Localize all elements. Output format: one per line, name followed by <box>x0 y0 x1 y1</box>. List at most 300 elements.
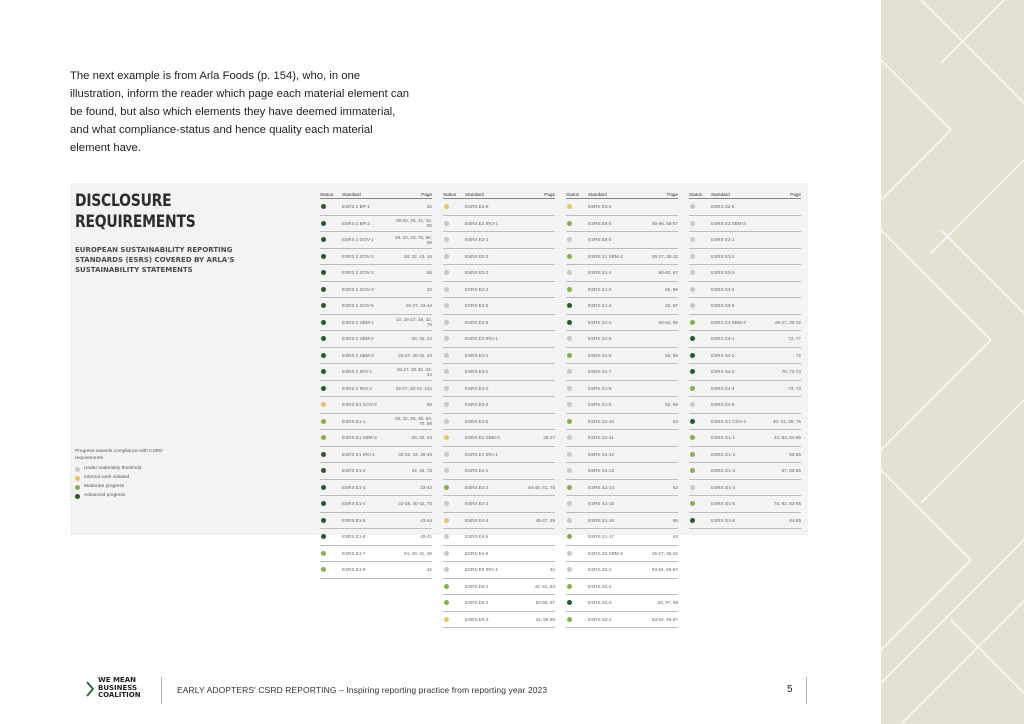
standard-code: ESRS E5-3 <box>465 616 489 622</box>
page-reference: 75, 83, 83-85 <box>773 501 801 507</box>
status-dot-icon <box>567 254 572 259</box>
standard-code: ESRS E1-1 <box>342 418 366 424</box>
table-row <box>443 348 555 365</box>
standard-code: ESRS S1-12 <box>588 451 615 457</box>
page-reference: 86 <box>426 270 432 276</box>
status-dot-icon <box>75 476 80 481</box>
figure-subtitle: EUROPEAN SUSTAINABILITY REPORTING STANDARDS (ESRS) COVERED BY ARLA'S SUSTAINABILITY STATEMENTS <box>75 246 235 274</box>
page-reference: 34, 55-56 <box>535 616 555 622</box>
page-reference: 53-55, 57 <box>535 600 555 606</box>
page-reference: 63 <box>672 418 678 424</box>
standard-code: ESRS E1 SBM-3 <box>342 435 377 441</box>
page-reference: 57, 83-85 <box>781 468 801 474</box>
standard-code: ESRS E2-4 <box>465 286 489 292</box>
status-dot-icon <box>444 501 449 506</box>
standard-code: ESRS E1-4 <box>342 501 366 507</box>
page-reference: 63 <box>672 534 678 540</box>
table-row <box>320 249 432 266</box>
standard-code: ESRS S3-1 <box>711 237 735 243</box>
status-dot-icon <box>444 402 449 407</box>
page-reference: 33-42 <box>420 484 432 490</box>
standard-code: ESRS S1 SBM-3 <box>588 253 623 259</box>
page-reference: 39-33, 40, 41, 43, 50 <box>395 218 432 229</box>
standard-code: ESRS 2 IRO-2 <box>342 385 372 391</box>
standard-code: ESRS E4-3 <box>465 501 489 507</box>
standard-code: ESRS S1-13 <box>588 468 615 474</box>
status-dot-icon <box>321 237 326 242</box>
table-row <box>443 480 555 497</box>
standard-code: ESRS S1-2 <box>588 286 612 292</box>
standard-code: ESRS E4-5 <box>465 534 489 540</box>
table-header <box>443 192 555 199</box>
standard-code: ESRS S1-9 <box>588 402 612 408</box>
page-reference: 63, 67, 69 <box>657 600 678 606</box>
page-reference: 32 <box>426 286 432 292</box>
table-row <box>566 331 678 348</box>
status-dot-icon <box>321 485 326 490</box>
page-reference: 10, 26-27, 29, 32, 75 <box>395 317 432 328</box>
status-dot-icon <box>444 353 449 358</box>
standard-code: ESRS S4 SBM-3 <box>711 319 746 325</box>
standard-code: ESRS 2 GOV-3 <box>342 270 374 276</box>
status-dot-icon <box>444 204 449 209</box>
status-dot-icon <box>567 419 572 424</box>
table-row <box>443 546 555 563</box>
page-reference: 29, 42, 43, 75, 88, 86 <box>394 234 432 245</box>
table-row <box>566 496 678 513</box>
standard-code: ESRS S2-5 <box>711 204 735 210</box>
status-dot-icon <box>321 270 326 275</box>
table-row <box>689 480 801 497</box>
page-reference: 55-56, 56-57 <box>651 220 678 226</box>
standard-code: ESRS G1-4 <box>711 484 735 490</box>
table-row <box>689 463 801 480</box>
standard-code: ESRS S3 SBM-3 <box>711 220 746 226</box>
header-status: Status <box>443 192 457 197</box>
status-dot-icon <box>567 270 572 275</box>
page-reference: 42 <box>426 567 432 573</box>
standard-code: ESRS S2 SBM-3 <box>588 550 623 556</box>
status-dot-icon <box>567 336 572 341</box>
table-row <box>566 463 678 480</box>
status-dot-icon <box>444 534 449 539</box>
standard-code: ESRS E5-1 <box>465 583 489 589</box>
header-standard: Standard <box>342 192 361 197</box>
status-dot-icon <box>567 501 572 506</box>
legend-label: Under materiality threshold <box>84 466 142 472</box>
page-reference: 42, 51, 53 <box>534 583 555 589</box>
page-reference: 32 <box>549 567 555 573</box>
status-dot-icon <box>444 485 449 490</box>
table-row <box>689 298 801 315</box>
table-row <box>320 216 432 233</box>
status-dot-icon <box>321 468 326 473</box>
chevron-pattern <box>881 0 1024 724</box>
legend-item <box>75 483 170 492</box>
standard-code: ESRS E3 IRO-1 <box>465 336 498 342</box>
page-reference: 26-27, 30-32, 43-44 <box>396 366 432 377</box>
status-dot-icon <box>75 485 80 490</box>
status-dot-icon <box>690 435 695 440</box>
status-dot-icon <box>567 287 572 292</box>
standard-code: ESRS S4-2 <box>711 352 735 358</box>
table-row <box>443 249 555 266</box>
status-dot-icon <box>321 419 326 424</box>
status-dot-icon <box>690 369 695 374</box>
standard-code: ESRS E4-4 <box>465 517 489 523</box>
table-row <box>443 331 555 348</box>
status-dot-icon <box>321 353 326 358</box>
table-row <box>566 315 678 332</box>
logo-line3: COALITION <box>98 691 141 699</box>
standard-code: ESRS S1-5 <box>588 336 612 342</box>
status-dot-icon <box>444 468 449 473</box>
status-dot-icon <box>567 386 572 391</box>
status-dot-icon <box>321 386 326 391</box>
page-reference: 66 <box>672 517 678 523</box>
figure-title <box>75 191 239 233</box>
status-dot-icon <box>444 287 449 292</box>
page-reference: 63, 66 <box>665 402 678 408</box>
status-dot-icon <box>444 600 449 605</box>
table-header <box>566 192 678 199</box>
legend-item <box>75 492 170 501</box>
status-dot-icon <box>567 369 572 374</box>
status-dot-icon <box>444 584 449 589</box>
table-row <box>320 348 432 365</box>
table-row <box>566 562 678 579</box>
status-dot-icon <box>690 336 695 341</box>
status-dot-icon <box>567 221 572 226</box>
we-mean-business-logo <box>98 677 141 700</box>
page-reference: 60, 66 <box>665 286 678 292</box>
standards-table-column <box>320 192 432 579</box>
status-dot-icon <box>321 369 326 374</box>
status-dot-icon <box>321 254 326 259</box>
table-row <box>689 397 801 414</box>
header-status: Status <box>566 192 580 197</box>
standard-code: ESRS 2 BP-1 <box>342 204 370 210</box>
page-reference: 60-63, 67 <box>658 270 678 276</box>
table-row <box>443 447 555 464</box>
table-row <box>320 282 432 299</box>
table-row <box>566 447 678 464</box>
status-dot-icon <box>567 617 572 622</box>
status-dot-icon <box>444 518 449 523</box>
status-dot-icon <box>444 386 449 391</box>
table-row <box>566 364 678 381</box>
table-row <box>689 381 801 398</box>
standard-code: ESRS S4-1 <box>711 336 735 342</box>
page-reference: 84-85 <box>789 517 801 523</box>
standard-code: ESRS E5 IRO-1 <box>465 567 498 573</box>
page-reference: 63-64, 66-67 <box>651 567 678 573</box>
status-dot-icon <box>444 336 449 341</box>
status-dot-icon <box>567 452 572 457</box>
table-row <box>443 595 555 612</box>
status-dot-icon <box>567 600 572 605</box>
standard-code: ESRS G1-6 <box>711 517 735 523</box>
standard-code: ESRS S3-2 <box>711 253 735 259</box>
table-row <box>689 216 801 233</box>
standard-code: ESRS E1-9 <box>465 204 489 210</box>
standard-code: ESRS S3-4 <box>711 286 735 292</box>
standards-table-column <box>566 192 678 628</box>
coalition-logo-icon <box>86 680 96 698</box>
status-dot-icon <box>321 336 326 341</box>
standard-code: ESRS S1-1 <box>588 270 612 276</box>
page-reference: 63-64, 66-67 <box>651 616 678 622</box>
table-row <box>320 496 432 513</box>
status-dot-icon <box>444 369 449 374</box>
table-row <box>320 447 432 464</box>
page-reference: 53, 66 <box>665 352 678 358</box>
page-reference: 43-44 <box>420 517 432 523</box>
standard-code: ESRS E1-5 <box>342 517 366 523</box>
table-row <box>566 265 678 282</box>
status-dot-icon <box>75 494 80 499</box>
standard-code: ESRS E1-7 <box>342 550 366 556</box>
page-reference: 45-47, 49 <box>535 517 555 523</box>
standard-code: ESRS E4-2 <box>465 484 489 490</box>
header-status: Status <box>320 192 334 197</box>
table-row <box>320 199 432 216</box>
status-dot-icon <box>567 204 572 209</box>
page-reference: 30-32, 34, 45-46 <box>398 451 432 457</box>
page-reference: 29, 32, 35, 45, 52, 70, 88 <box>394 416 432 427</box>
status-dot-icon <box>690 221 695 226</box>
standard-code: ESRS E1-6 <box>342 534 366 540</box>
standard-code: ESRS G1-2 <box>711 451 735 457</box>
standard-code: ESRS E3-1 <box>465 352 489 358</box>
page-reference: 72 <box>795 352 801 358</box>
status-dot-icon <box>567 534 572 539</box>
table-row <box>443 612 555 629</box>
table-row <box>320 298 432 315</box>
standard-code: ESRS S1-11 <box>588 435 614 441</box>
table-row <box>320 513 432 530</box>
standard-code: ESRS E5-2 <box>465 600 489 606</box>
standard-code: ESRS E2-3 <box>465 270 489 276</box>
legend-label: Advanced progress <box>84 493 126 499</box>
standard-code: ESRS E4-1 <box>465 468 489 474</box>
table-row <box>443 513 555 530</box>
table-row <box>566 381 678 398</box>
table-row <box>320 562 432 579</box>
status-dot-icon <box>75 467 80 472</box>
table-row <box>320 331 432 348</box>
table-row <box>443 529 555 546</box>
table-row <box>689 348 801 365</box>
standard-code: ESRS E1-3 <box>342 484 366 490</box>
table-row <box>689 513 801 530</box>
page-reference: 26-27, 30-32, 154 <box>395 385 432 391</box>
status-dot-icon <box>690 254 695 259</box>
status-dot-icon <box>321 435 326 440</box>
intro-paragraph: The next example is from Arla Foods (p. 154), who, in one illustration, inform the reader which page each material element can be found, but also which elements they have deemed immaterial, and what compliance-status and hence quality each material element have. <box>70 70 410 154</box>
standard-code: ESRS E2-6 <box>465 319 489 325</box>
status-dot-icon <box>321 551 326 556</box>
standard-code: ESRS 2 SBM-1 <box>342 319 374 325</box>
page-reference: 73, 73 <box>788 385 801 391</box>
header-page: Page <box>421 192 432 197</box>
table-row <box>689 315 801 332</box>
footer-divider-right <box>806 677 807 704</box>
page-reference: 34, 40, 41, 46 <box>403 550 432 556</box>
table-row <box>320 480 432 497</box>
header-standard: Standard <box>465 192 484 197</box>
logo-line1: WE MEAN <box>98 676 136 684</box>
status-dot-icon <box>444 221 449 226</box>
decorative-side-panel <box>881 0 1024 724</box>
standard-code: ESRS 2 SBM-3 <box>342 352 374 358</box>
table-row <box>443 265 555 282</box>
table-row <box>566 298 678 315</box>
status-dot-icon <box>690 485 695 490</box>
status-dot-icon <box>690 303 695 308</box>
legend-label: Internal work initiated <box>84 475 130 481</box>
status-dot-icon <box>690 518 695 523</box>
table-row <box>443 397 555 414</box>
page-reference: 70, 72-73 <box>781 369 801 375</box>
table-row <box>566 612 678 629</box>
table-row <box>689 447 801 464</box>
status-dot-icon <box>567 320 572 325</box>
status-dot-icon <box>567 468 572 473</box>
status-dot-icon <box>567 567 572 572</box>
page-reference: 60-63, 65 <box>658 319 678 325</box>
standard-code: ESRS S1-16 <box>588 517 615 523</box>
table-row <box>320 529 432 546</box>
page-reference: 26-27, 30-32, 43 <box>398 352 432 358</box>
status-dot-icon <box>567 303 572 308</box>
standard-code: ESRS E1 IRO-1 <box>342 451 375 457</box>
standard-code: ESRS E5-5 <box>588 220 612 226</box>
standard-code: ESRS S4-3 <box>711 369 735 375</box>
status-dot-icon <box>690 237 695 242</box>
status-dot-icon <box>567 435 572 440</box>
table-row <box>689 199 801 216</box>
table-header <box>320 192 432 199</box>
header-standard: Standard <box>588 192 607 197</box>
standard-code: ESRS G1-3 <box>711 468 735 474</box>
table-row <box>689 331 801 348</box>
page-reference: 86 <box>426 402 432 408</box>
standard-code: ESRS 2 BP-2 <box>342 220 370 226</box>
table-row <box>689 496 801 513</box>
table-row <box>689 430 801 447</box>
standard-code: ESRS E1 GOV-3 <box>342 402 377 408</box>
legend-title: Progress towards compliance with CSRD requirements <box>75 449 163 461</box>
status-dot-icon <box>321 534 326 539</box>
status-dot-icon <box>321 567 326 572</box>
table-row <box>566 397 678 414</box>
page-reference: 33-38, 40-42, 75 <box>398 501 432 507</box>
status-dot-icon <box>444 419 449 424</box>
table-row <box>320 364 432 381</box>
standard-code: ESRS S1-14 <box>588 484 615 490</box>
table-row <box>443 430 555 447</box>
footer-text: EARLY ADOPTERS' CSRD REPORTING – Inspiring reporting practice from reporting year 2023 <box>177 685 548 695</box>
table-row <box>689 249 801 266</box>
table-row <box>443 298 555 315</box>
standard-code: ESRS S1-10 <box>588 418 615 424</box>
status-dot-icon <box>321 518 326 523</box>
status-dot-icon <box>444 270 449 275</box>
table-row <box>566 480 678 497</box>
standard-code: ESRS 2 GOV-4 <box>342 286 374 292</box>
footer-divider <box>161 677 162 704</box>
status-dot-icon <box>321 501 326 506</box>
table-row <box>566 546 678 563</box>
status-dot-icon <box>444 237 449 242</box>
page-reference: 26-27, 30-32 <box>651 550 678 556</box>
page-reference: 30, 32, 32 <box>411 336 432 342</box>
header-page: Page <box>667 192 678 197</box>
logo-line2: BUSINESS <box>98 683 138 692</box>
legend-item <box>75 465 170 474</box>
status-dot-icon <box>444 567 449 572</box>
standard-code: ESRS 2 GOV-1 <box>342 237 374 243</box>
standard-code: ESRS E2-5 <box>465 303 489 309</box>
page-reference: 26-27 <box>543 435 555 441</box>
standard-code: ESRS E2 IRO-1 <box>465 220 498 226</box>
page-reference: 32 <box>426 204 432 210</box>
table-row <box>566 595 678 612</box>
table-row <box>566 249 678 266</box>
standard-code: ESRS E3-2 <box>465 369 489 375</box>
table-row <box>443 364 555 381</box>
status-dot-icon <box>567 518 572 523</box>
status-dot-icon <box>321 402 326 407</box>
standard-code: ESRS 2 GOV-5 <box>342 303 374 309</box>
table-row <box>689 282 801 299</box>
status-dot-icon <box>321 221 326 226</box>
standards-table-column <box>689 192 801 529</box>
standard-code: ESRS E1-8 <box>342 567 366 573</box>
table-row <box>320 397 432 414</box>
table-row <box>320 381 432 398</box>
table-row <box>320 315 432 332</box>
figure-title-line1: DISCLOSURE <box>75 191 172 211</box>
table-row <box>566 348 678 365</box>
page-reference: 63 <box>672 484 678 490</box>
page-reference: 42, 83, 84-85 <box>773 435 801 441</box>
standard-code: ESRS E3-5 <box>465 418 489 424</box>
table-row <box>443 463 555 480</box>
table-row <box>566 430 678 447</box>
status-dot-icon <box>690 204 695 209</box>
standard-code: ESRS 2 IRO-1 <box>342 369 372 375</box>
standard-code: ESRS E3-3 <box>465 385 489 391</box>
standards-table-column <box>443 192 555 628</box>
status-dot-icon <box>321 204 326 209</box>
status-dot-icon <box>690 320 695 325</box>
page-reference: 26-27, 43-44 <box>405 303 432 309</box>
status-dot-icon <box>690 353 695 358</box>
status-dot-icon <box>321 320 326 325</box>
page-reference: 62, 67 <box>665 303 678 309</box>
table-row <box>320 232 432 249</box>
table-row <box>443 579 555 596</box>
standard-code: ESRS S1-4 <box>588 319 612 325</box>
table-row <box>443 562 555 579</box>
page-reference: 28, 32, 43, 16 <box>403 253 432 259</box>
table-row <box>443 315 555 332</box>
standard-code: ESRS S2-4 <box>588 616 612 622</box>
standard-code: ESRS S4-4 <box>711 385 735 391</box>
table-row <box>566 513 678 530</box>
